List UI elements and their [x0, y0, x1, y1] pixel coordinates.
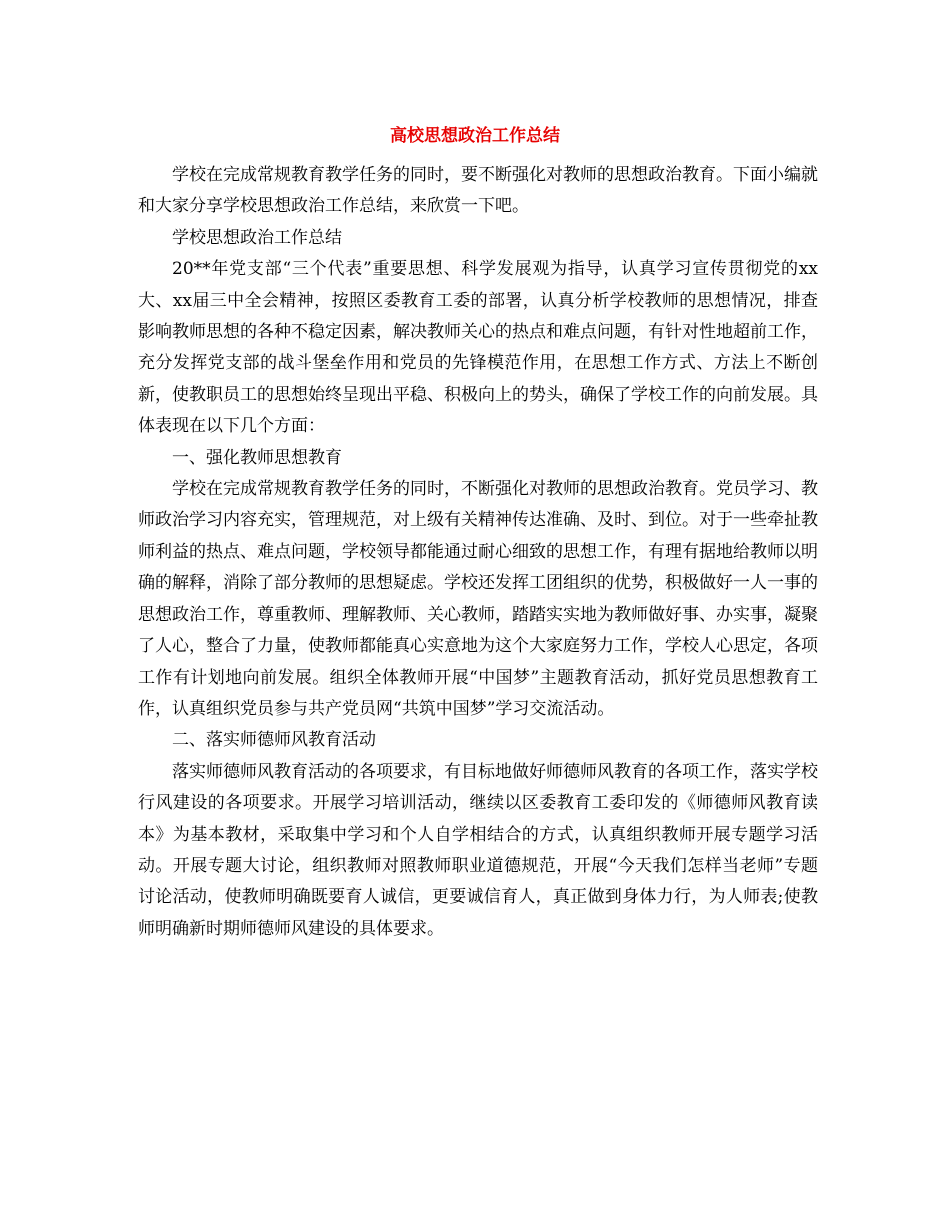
paragraph-overview: 20**年党支部“三个代表”重要思想、科学发展观为指导，认真学习宣传贯彻党的xx大、xx届三中全会精神，按照区委教育工委的部署，认真分析学校教师的思想情况，排查影响教师思想的各种不稳定因素，解决教师关心的热点和难点问题，有针对性地超前工作，充分发挥党支部的战斗堡垒作用和党员的先锋模范作用，在思想工作方式、方法上不断创新，使教职员工的思想始终呈现出平稳、积极向上的势头，确保了学校工作的向前发展。具体表现在以下几个方面： — [138, 259, 818, 437]
paragraph-intro: 学校在完成常规教育教学任务的同时，要不断强化对教师的思想政治教育。下面小编就和大家分享学校思想政治工作总结，来欣赏一下吧。 — [138, 165, 818, 217]
paragraph-section-1: 学校在完成常规教育教学任务的同时，不断强化对教师的思想政治教育。党员学习、教师政治学习内容充实，管理规范，对上级有关精神传达准确、及时、到位。对于一些牵扯教师利益的热点、难点问题，学校领导都能通过耐心细致的思想工作，有理有据地给教师以明确的解释，消除了部分教师的思想疑虑。学校还发挥工团组织的优势，积极做好一人一事的思想政治工作，尊重教师、理解教师、关心教师，踏踏实实地为教师做好事、办实事，凝聚了人心，整合了力量，使教师都能真心实意地为这个大家庭努力工作，学校人心思定，各项工作有计划地向前发展。组织全体教师开展“中国梦”主题教育活动，抓好党员思想教育工作，认真组织党员参与共产党员网“共筑中国梦”学习交流活动。 — [138, 479, 818, 719]
paragraph-subtitle: 学校思想政治工作总结 — [172, 227, 342, 248]
document-title: 高校思想政治工作总结 — [390, 126, 560, 146]
paragraph-section-2: 落实师德师风教育活动的各项要求，有目标地做好师德师风教育的各项工作，落实学校行风建设的各项要求。开展学习培训活动，继续以区委教育工委印发的《师德师风教育读本》为基本教材，采取集中学习和个人自学相结合的方式，认真组织教师开展专题学习活动。开展专题大讨论，组织教师对照教师职业道德规范，开展“今天我们怎样当老师”专题讨论活动，使教师明确既要育人诚信，更要诚信育人，真正做到身体力行，为人师表;使教师明确新时期师德师风建设的具体要求。 — [138, 761, 818, 939]
document-body — [138, 160, 818, 945]
section-heading-1: 一、强化教师思想教育 — [172, 447, 342, 468]
section-heading-2: 二、落实师德师风教育活动 — [172, 730, 376, 751]
